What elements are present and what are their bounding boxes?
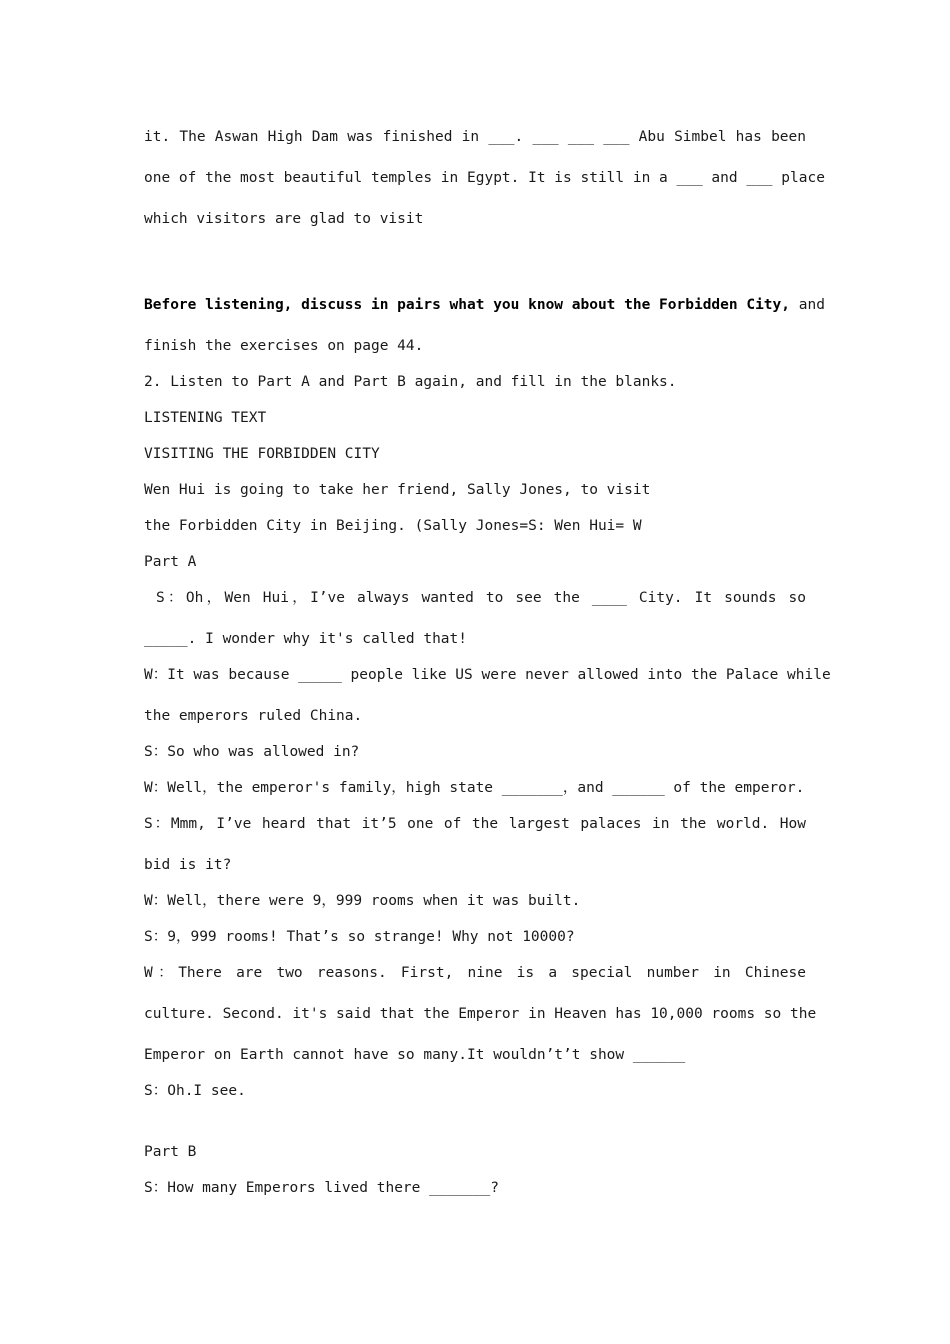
paragraph-line: one of the most beautiful temples in Egypt. It is still in a ___ and ___ place bbox=[144, 170, 825, 186]
dialogue-line: S：Oh.I see. bbox=[144, 1083, 246, 1099]
dialogue-line: culture. Second. it's said that the Emperor in Heaven has 10,000 rooms so the bbox=[144, 1006, 817, 1022]
dialogue-line: W：Well，there were 9，999 rooms when it was built. bbox=[144, 893, 581, 909]
dialogue-line: S：So who was allowed in? bbox=[144, 744, 360, 760]
instruction-line: finish the exercises on page 44. bbox=[144, 338, 424, 354]
intro-line: the Forbidden City in Beijing. (Sally Jones=S: Wen Hui= W bbox=[144, 518, 642, 534]
dialogue-line: S：How many Emperors lived there _______? bbox=[144, 1180, 499, 1196]
dialogue-line: S：Oh，Wen Hui，I’ve always wanted to see the ____ City. It sounds so bbox=[156, 590, 806, 606]
dialogue-line: Emperor on Earth cannot have so many.It wouldn’t’t show ______ bbox=[144, 1047, 686, 1063]
dialogue-line: W：It was because _____ people like US were never allowed into the Palace while bbox=[144, 667, 831, 683]
dialogue-line: S：Mmm, I’ve heard that it’5 one of the largest palaces in the world. How bbox=[144, 816, 806, 832]
dialogue-line: W：There are two reasons. First, nine is a special number in Chinese bbox=[144, 965, 806, 981]
dialogue-line: bid is it? bbox=[144, 857, 232, 873]
listening-heading: LISTENING TEXT bbox=[144, 410, 267, 426]
part-a-heading: Part A bbox=[144, 554, 197, 570]
instruction-normal-text: and bbox=[790, 297, 825, 313]
paragraph-line: it. The Aswan High Dam was finished in ___. ___ ___ ___ Abu Simbel has been bbox=[144, 129, 806, 145]
exercise-instruction: 2. Listen to Part A and Part B again, and fill in the blanks. bbox=[144, 374, 677, 390]
dialogue-line: S：9，999 rooms! That’s so strange! Why not 10000? bbox=[144, 929, 575, 945]
part-b-heading: Part B bbox=[144, 1144, 197, 1160]
dialogue-line: _____. I wonder why it's called that! bbox=[144, 631, 468, 647]
paragraph-line: which visitors are glad to visit bbox=[144, 211, 424, 227]
intro-line: Wen Hui is going to take her friend, Sally Jones, to visit bbox=[144, 482, 651, 498]
listening-title: VISITING THE FORBIDDEN CITY bbox=[144, 446, 380, 462]
dialogue-line: W：Well，the emperor's family，high state _______，and ______ of the emperor. bbox=[144, 780, 805, 796]
instruction-line bbox=[144, 295, 825, 315]
dialogue-line: the emperors ruled China. bbox=[144, 708, 363, 724]
instruction-bold-text: Before listening, discuss in pairs what you know about the Forbidden City, bbox=[144, 297, 791, 313]
